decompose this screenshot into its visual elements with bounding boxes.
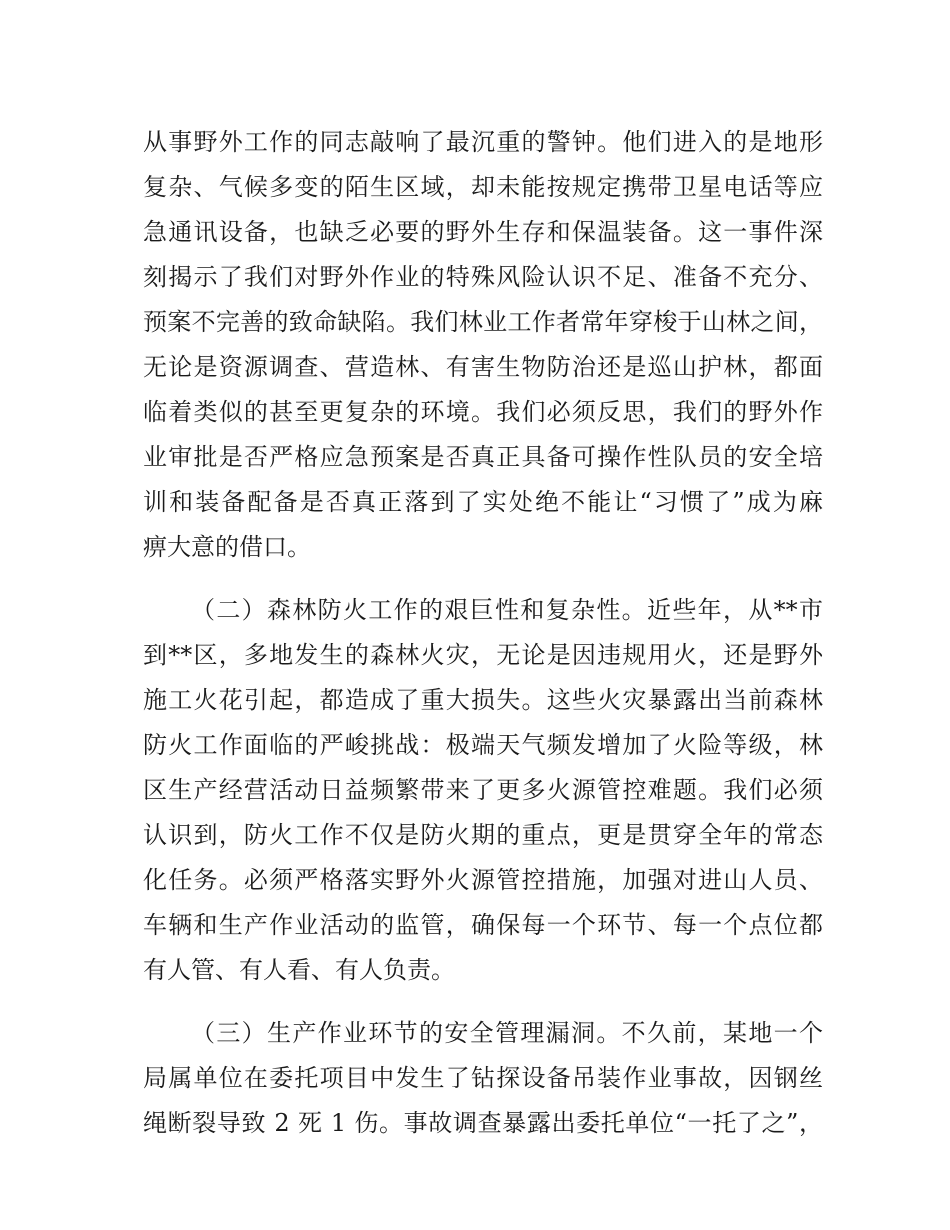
paragraph-spacer <box>143 993 823 1011</box>
text-line: 有人管、有人看、有人负责。 <box>143 956 455 984</box>
text-line: 复杂、气候多变的陌生区域，却未能按规定携带卫星电话等应 <box>143 173 823 201</box>
text-line: 防火工作面临的严峻挑战：极端天气频发增加了火险等级，林 <box>143 731 823 759</box>
text-line: 绳断裂导致 2 死 1 伤。事故调查暴露出委托单位“一托了之”， <box>143 1109 823 1137</box>
text-line: 训和装备配备是否真正落到了实处绝不能让“习惯了”成为麻 <box>143 488 823 516</box>
text-line: 业审批是否严格应急预案是否真正具备可操作性队员的安全培 <box>143 443 823 471</box>
text-line: 临着类似的甚至更复杂的环境。我们必须反思，我们的野外作 <box>143 398 823 426</box>
text-line: 区生产经营活动日益频繁带来了更多火源管控难题。我们必须 <box>143 776 823 804</box>
paragraph-3 <box>143 1011 823 1146</box>
text-line: （二）森林防火工作的艰巨性和复杂性。近些年，从**市 <box>191 596 823 624</box>
text-line: 刻揭示了我们对野外作业的特殊风险认识不足、准备不充分、 <box>143 263 823 291</box>
paragraph-spacer <box>143 570 823 588</box>
text-line: 化任务。必须严格落实野外火源管控措施，加强对进山人员、 <box>143 866 823 894</box>
text-line: 无论是资源调查、营造林、有害生物防治还是巡山护林，都面 <box>143 353 823 381</box>
text-line: 从事野外工作的同志敲响了最沉重的警钟。他们进入的是地形 <box>143 128 823 156</box>
text-line: 到**区，多地发生的森林火灾，无论是因违规用火，还是野外 <box>143 641 823 669</box>
text-line: 车辆和生产作业活动的监管，确保每一个环节、每一个点位都 <box>143 911 823 939</box>
text-line: （三）生产作业环节的安全管理漏洞。不久前，某地一个 <box>191 1019 823 1047</box>
paragraph-2 <box>143 588 823 993</box>
text-line: 痹大意的借口。 <box>143 533 311 561</box>
text-line: 急通讯设备，也缺乏必要的野外生存和保温装备。这一事件深 <box>143 218 823 246</box>
paragraph-1 <box>143 120 823 570</box>
text-line: 认识到，防火工作不仅是防火期的重点，更是贯穿全年的常态 <box>143 821 823 849</box>
text-line: 施工火花引起，都造成了重大损失。这些火灾暴露出当前森林 <box>143 686 823 714</box>
document-body <box>143 120 823 1146</box>
text-line: 预案不完善的致命缺陷。我们林业工作者常年穿梭于山林之间， <box>143 308 823 336</box>
text-line: 局属单位在委托项目中发生了钻探设备吊装作业事故，因钢丝 <box>143 1064 823 1092</box>
